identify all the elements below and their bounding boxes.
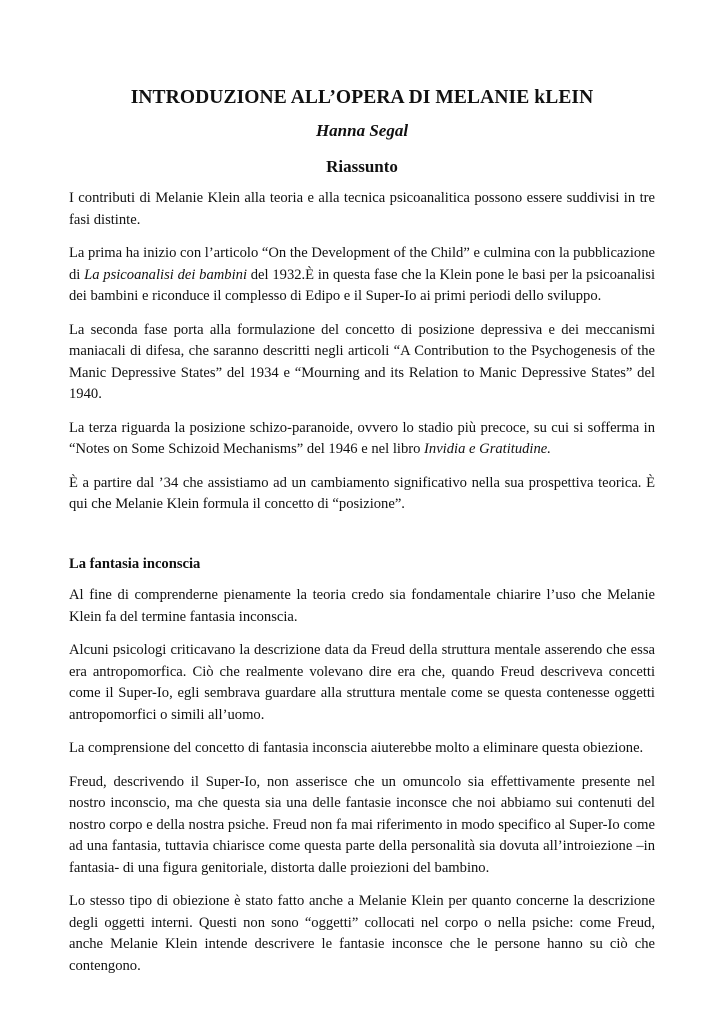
section-paragraph: Alcuni psicologi criticavano la descrizione data da Freud della struttura mentale asserendo che essa era antropomorfica. Ciò che realmente volevano dire era che, quando Freud descriveva concetti come il Super-Io, egli sembrava guardare alla struttura mentale come se questa contenesse oggetti antropomorfici o simili all’uomo.	[69, 642, 655, 723]
section-paragraph: Al fine di comprenderne pienamente la teoria credo sia fondamentale chiarire l’uso che Melanie Klein fa del termine fantasia inconscia.	[69, 587, 655, 625]
text-run: La prima ha inizio con l’articolo “On the Development of the Child” e culmina con la pubblicazione di	[69, 245, 655, 283]
document-title: INTRODUZIONE ALL’OPERA DI MELANIE kLEIN	[130, 87, 594, 108]
author-name: Hanna Segal	[315, 121, 409, 140]
section-heading: La fantasia inconscia	[69, 555, 201, 572]
document-body	[69, 188, 655, 989]
section-paragraph: Freud, descrivendo il Super-Io, non asserisce che un omuncolo sia effettivamente presente nel nostro inconscio, ma che questa sia una delle fantasie inconsce che noi abbiamo sui contenuti del nostro corpo e della nostra psiche. Freud non fa mai riferimento in modo specifico al Super-Io come ad una fantasia, tuttavia chiarisce come questa parte della personalità sia dovuta all’introiezione –in fantasia- di una figura genitoriale, distorta dalle proiezioni del bambino.	[69, 773, 655, 876]
section-subtitle: Riassunto	[326, 157, 398, 176]
spacer	[69, 528, 655, 554]
paragraph-intro: I contributi di Melanie Klein alla teoria e alla tecnica psicoanalitica possono essere suddivisi in tre fasi distinte.	[69, 190, 655, 228]
section-paragraph: Lo stesso tipo di obiezione è stato fatto anche a Melanie Klein per quanto concerne la descrizione degli oggetti interni. Questi non sono “oggetti” collocati nel corpo o nella psiche: come Freud, anche Melanie Klein intende descrivere le fantasie inconsce che le persone hanno su ciò che contengono.	[69, 893, 655, 974]
text-run: del 1932.È in questa fase che la Klein pone le basi per la psicoanalisi dei bambini e riconduce il complesso di Edipo e il Super-Io ai primi periodi dello sviluppo.	[69, 266, 655, 304]
book-title-italic: La psicoanalisi dei bambini	[84, 266, 247, 283]
text-run: La terza riguarda la posizione schizo-paranoide, ovvero lo stadio più precoce, su cui si sofferma in “Notes on Some Schizoid Mechanisms” del 1946 e nel libro	[69, 419, 655, 457]
paragraph-second-phase: La seconda fase porta alla formulazione del concetto di posizione depressiva e dei meccanismi maniacali di difesa, che saranno descritti negli articoli “A Contribution to the Psychogenesis of the Manic Depressive States” del 1934 e “Mourning and its Relation to Manic Depressive States” del 1940.	[69, 321, 655, 402]
section-paragraph: La comprensione del concetto di fantasia inconscia aiuterebbe molto a eliminare questa obiezione.	[69, 740, 644, 756]
paragraph-position: È a partire dal ’34 che assistiamo ad un cambiamento significativo nella sua prospettiva teorica. È qui che Melanie Klein formula il concetto di “posizione”.	[69, 474, 655, 512]
paragraph-first-phase	[69, 243, 655, 308]
paragraph-third-phase	[69, 418, 655, 461]
book-title-italic: Invidia e Gratitudine.	[424, 441, 551, 457]
